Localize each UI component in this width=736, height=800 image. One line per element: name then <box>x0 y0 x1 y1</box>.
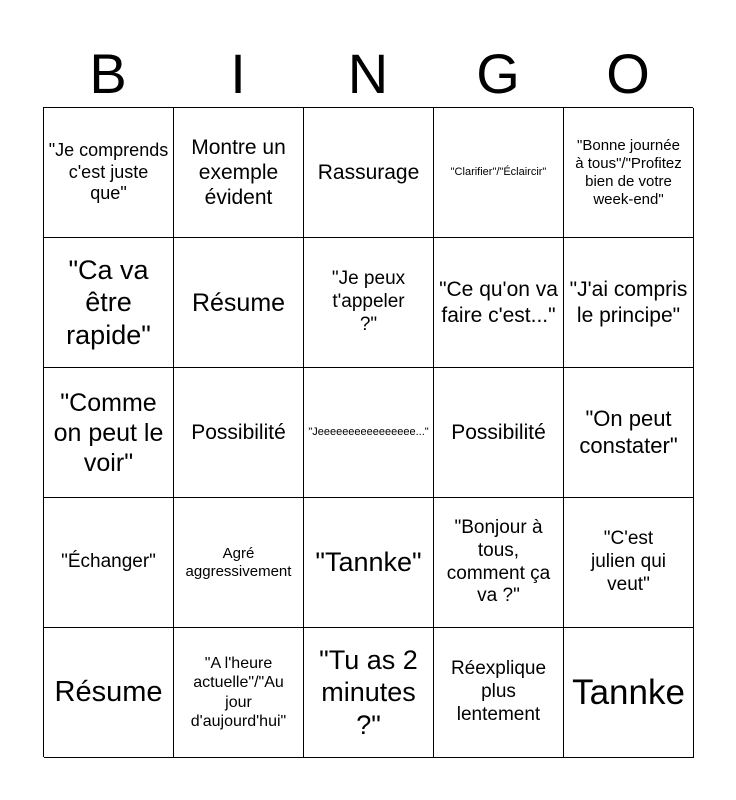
bingo-cell[interactable] <box>564 108 694 238</box>
bingo-cell[interactable] <box>44 498 174 628</box>
header-letter-n: N <box>347 42 389 105</box>
bingo-cell[interactable] <box>304 368 434 498</box>
bingo-cell[interactable] <box>174 498 304 628</box>
cell-text: "Je peux t'appeler ?" <box>331 268 406 335</box>
bingo-cell[interactable] <box>434 368 564 498</box>
bingo-cell[interactable] <box>434 628 564 758</box>
cell-text: "Jeeeeeeeeeeeeeeee..." <box>308 425 429 438</box>
cell-text: "J'ai compris le principe" <box>569 278 688 327</box>
bingo-cell[interactable] <box>434 108 564 238</box>
header-letter-o: O <box>606 42 650 105</box>
header-letter-b: B <box>89 42 127 105</box>
bingo-cell[interactable] <box>304 238 434 368</box>
bingo-cell[interactable] <box>174 108 304 238</box>
bingo-cell[interactable] <box>44 238 174 368</box>
cell-text: Résume <box>54 676 163 709</box>
header-letter-i: I <box>230 42 246 105</box>
cell-text: Résume <box>191 288 286 317</box>
cell-text: "Bonne journée à tous"/"Profitez bien de votre week-end" <box>575 136 682 208</box>
cell-text: "Bonjour à tous, comment ça va ?" <box>446 516 551 607</box>
bingo-cell[interactable] <box>564 368 694 498</box>
bingo-cell[interactable] <box>174 628 304 758</box>
cell-text: Possibilité <box>191 420 286 444</box>
bingo-cell[interactable] <box>564 498 694 628</box>
cell-text: Tannke <box>572 672 685 712</box>
cell-text: "A l'heure actuelle"/"Au jour d'aujourd'hui" <box>190 655 287 730</box>
bingo-cell[interactable] <box>44 368 174 498</box>
cell-text: "On peut constater" <box>579 406 678 458</box>
header-letter-g: G <box>476 42 520 105</box>
bingo-cell[interactable] <box>174 238 304 368</box>
cell-text: "Comme on peut le voir" <box>53 388 164 477</box>
cell-text: "Tannke" <box>315 547 422 578</box>
cell-text: Possibilité <box>451 420 546 444</box>
bingo-cell[interactable] <box>564 238 694 368</box>
cell-text: "Clarifier"/"Éclaircir" <box>450 165 547 178</box>
bingo-cell[interactable] <box>564 628 694 758</box>
cell-text: "C'est julien qui veut" <box>591 528 666 595</box>
cell-text: "Tu as 2 minutes ?" <box>319 644 418 740</box>
bingo-cell[interactable] <box>434 498 564 628</box>
bingo-cell[interactable] <box>304 498 434 628</box>
bingo-cell[interactable] <box>174 368 304 498</box>
cell-text: Réexplique plus lentement <box>450 658 547 725</box>
cell-text: Agré aggressivement <box>185 544 292 580</box>
bingo-cell[interactable] <box>304 628 434 758</box>
bingo-cell[interactable] <box>304 108 434 238</box>
cell-text: Montre un exemple évident <box>191 135 286 210</box>
bingo-cell[interactable] <box>434 238 564 368</box>
bingo-cell[interactable] <box>44 628 174 758</box>
cell-text: Rassurage <box>317 160 420 184</box>
bingo-grid <box>43 107 693 757</box>
cell-text: "Ca va être rapide" <box>66 254 151 350</box>
cell-text: "Ce qu'on va faire c'est..." <box>439 278 558 327</box>
bingo-header <box>43 42 693 106</box>
bingo-cell[interactable] <box>44 108 174 238</box>
cell-text: "Échanger" <box>61 551 156 573</box>
cell-text: "Je comprends c'est juste que" <box>48 140 169 204</box>
